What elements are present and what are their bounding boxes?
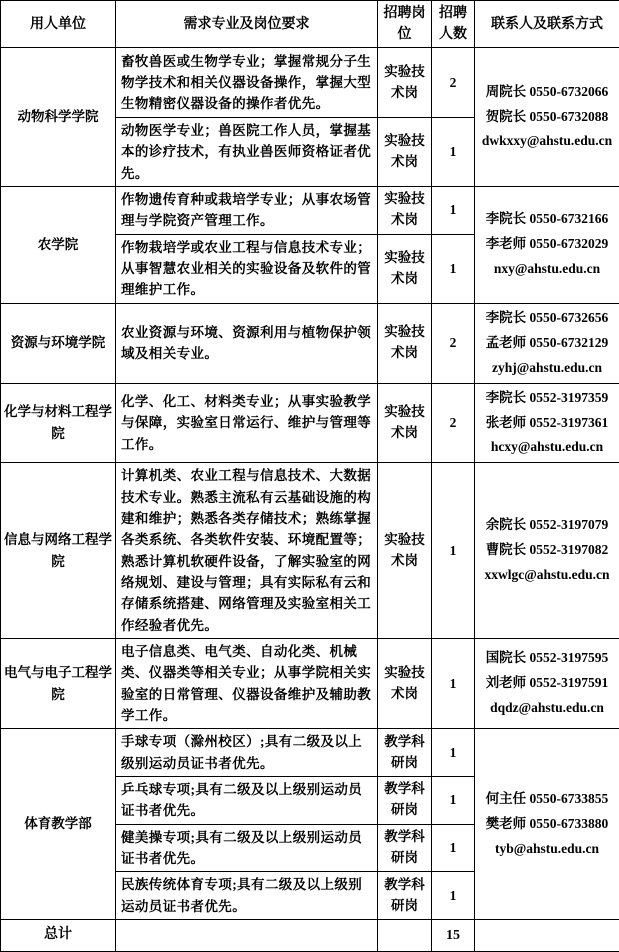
requirement-cell: 民族传统体育专项;具有二级及以上级别运动员证书者优先。: [116, 872, 378, 920]
contact-line: 曹院长 0552-3197082: [477, 538, 617, 563]
unit-cell-agronomy: 农学院: [1, 186, 116, 303]
table-row: [1, 463, 619, 639]
table-row: [1, 48, 619, 118]
contact-email: tyb@ahstu.edu.cn: [477, 837, 617, 862]
requirement-cell: 计算机类、农业工程与信息技术、大数据技术专业。熟悉主流私有云基础设施的构建和维护；熟悉各类存储技术；熟练掌握各类系统、各类软件安装、环境配置等；熟悉计算机软硬件设备，了解实验室的网络规划、建设与管理；具有实际私有云和存储系统搭建、网络管理及实验室相关工作经验者优先。: [116, 463, 378, 639]
requirement-cell: 手球专项（滁州校区）;具有二级及以上级别运动员证书者优先。: [116, 729, 378, 777]
table-row: [1, 729, 619, 777]
post-cell: 教学科研岗: [378, 777, 432, 825]
post-cell: 实验技术岗: [378, 383, 432, 463]
unit-cell-animal-science: 动物科学学院: [1, 48, 116, 187]
header-row: [1, 1, 619, 48]
unit-cell-chemistry-materials: 化学与材料工程学院: [1, 383, 116, 463]
requirement-cell: 农业资源与环境、资源利用与植物保护领域及相关专业。: [116, 303, 378, 383]
contact-email: dqdz@ahstu.edu.cn: [477, 696, 617, 721]
contact-line: 孟老师 0550-6732129: [477, 331, 617, 356]
contact-cell: [475, 383, 619, 463]
contact-line: 李院长 0550-6732656: [477, 306, 617, 331]
contact-line: 李老师 0550-6732029: [477, 232, 617, 257]
count-cell: 1: [432, 234, 475, 303]
requirement-cell: 作物栽培学或农业工程与信息技术专业；从事智慧农业相关的实验设备及软件的管理维护工作。: [116, 234, 378, 303]
post-cell: 教学科研岗: [378, 872, 432, 920]
post-cell: 实验技术岗: [378, 48, 432, 118]
post-cell: 教学科研岗: [378, 824, 432, 872]
count-cell: 1: [432, 729, 475, 777]
post-cell: 实验技术岗: [378, 234, 432, 303]
contact-line: 贺院长 0550-6732088: [477, 105, 617, 130]
count-cell: 1: [432, 872, 475, 920]
contact-line: 余院长 0552-3197079: [477, 513, 617, 538]
requirement-cell: 畜牧兽医或生物学专业；掌握常规分子生物学技术和相关仪器设备操作，掌握大型生物精密仪器设备的操作者优先。: [116, 48, 378, 118]
count-cell: 1: [432, 824, 475, 872]
contact-line: 李院长 0552-3197359: [477, 386, 617, 411]
requirement-cell: 化学、化工、材料类专业；从事实验教学与保障，实验室日常运行、维护与管理等工作。: [116, 383, 378, 463]
requirement-cell: 健美操专项;具有二级及以上级别运动员证书者优先。: [116, 824, 378, 872]
contact-cell: [475, 303, 619, 383]
unit-cell-electrical-electronic: 电气与电子工程学院: [1, 639, 116, 729]
contact-line: 国院长 0552-3197595: [477, 646, 617, 671]
requirement-cell: 作物遗传育种或栽培学专业；从事农场管理与学院资产管理工作。: [116, 186, 378, 234]
table-row: [1, 383, 619, 463]
post-cell: 教学科研岗: [378, 729, 432, 777]
post-cell: 实验技术岗: [378, 186, 432, 234]
total-count-cell: 15: [432, 920, 475, 952]
header-cell-unit: 用人单位: [1, 1, 116, 48]
post-cell: 实验技术岗: [378, 639, 432, 729]
unit-cell-information-network: 信息与网络工程学院: [1, 463, 116, 639]
contact-email: xxwlgc@ahstu.edu.cn: [477, 563, 617, 588]
post-cell: 实验技术岗: [378, 463, 432, 639]
total-contact-cell-empty: [475, 920, 619, 952]
count-cell: 1: [432, 463, 475, 639]
contact-email: zyhj@ahstu.edu.cn: [477, 356, 617, 381]
count-cell: 2: [432, 383, 475, 463]
contact-line: 李院长 0550-6732166: [477, 207, 617, 232]
header-cell-requirement: 需求专业及岗位要求: [116, 1, 378, 48]
header-cell-count: 招聘人数: [432, 1, 475, 48]
header-cell-post: 招聘岗位: [378, 1, 432, 48]
contact-cell: [475, 186, 619, 303]
total-post-cell-empty: [378, 920, 432, 952]
table-row: [1, 186, 619, 234]
contact-line: 何主任 0550-6733855: [477, 787, 617, 812]
count-cell: 2: [432, 48, 475, 118]
requirement-cell: 动物医学专业；兽医院工作人员，掌握基本的诊疗技术，有执业兽医师资格证者优先。: [116, 118, 378, 187]
total-requirement-cell-empty: [116, 920, 378, 952]
contact-cell: [475, 48, 619, 187]
contact-cell: [475, 729, 619, 920]
count-cell: 2: [432, 303, 475, 383]
contact-email: hcxy@ahstu.edu.cn: [477, 435, 617, 460]
table-row: [1, 303, 619, 383]
requirement-cell: 乒乓球专项;具有二级及以上级别运动员证书者优先。: [116, 777, 378, 825]
contact-line: 张老师 0552-3197361: [477, 411, 617, 436]
count-cell: 1: [432, 118, 475, 187]
contact-line: 周院长 0550-6732066: [477, 80, 617, 105]
contact-email: dwkxxy@ahstu.edu.cn: [477, 129, 617, 154]
unit-cell-resources-environment: 资源与环境学院: [1, 303, 116, 383]
count-cell: 1: [432, 777, 475, 825]
contact-line: 刘老师 0552-3197591: [477, 671, 617, 696]
unit-cell-physical-education: 体育教学部: [1, 729, 116, 920]
count-cell: 1: [432, 186, 475, 234]
contact-cell: [475, 639, 619, 729]
contact-line: 樊老师 0550-6733880: [477, 812, 617, 837]
contact-cell: [475, 463, 619, 639]
contact-email: nxy@ahstu.edu.cn: [477, 257, 617, 282]
post-cell: 实验技术岗: [378, 303, 432, 383]
table-row: [1, 639, 619, 729]
count-cell: 1: [432, 639, 475, 729]
requirement-cell: 电子信息类、电气类、自动化类、机械类、仪器类等相关专业；从事学院相关实验室的日常管理、仪器设备维护及辅助教学工作。: [116, 639, 378, 729]
post-cell: 实验技术岗: [378, 118, 432, 187]
header-cell-contact: 联系人及联系方式: [475, 1, 619, 48]
total-row: [1, 920, 619, 952]
total-label-cell: 总计: [1, 920, 116, 952]
